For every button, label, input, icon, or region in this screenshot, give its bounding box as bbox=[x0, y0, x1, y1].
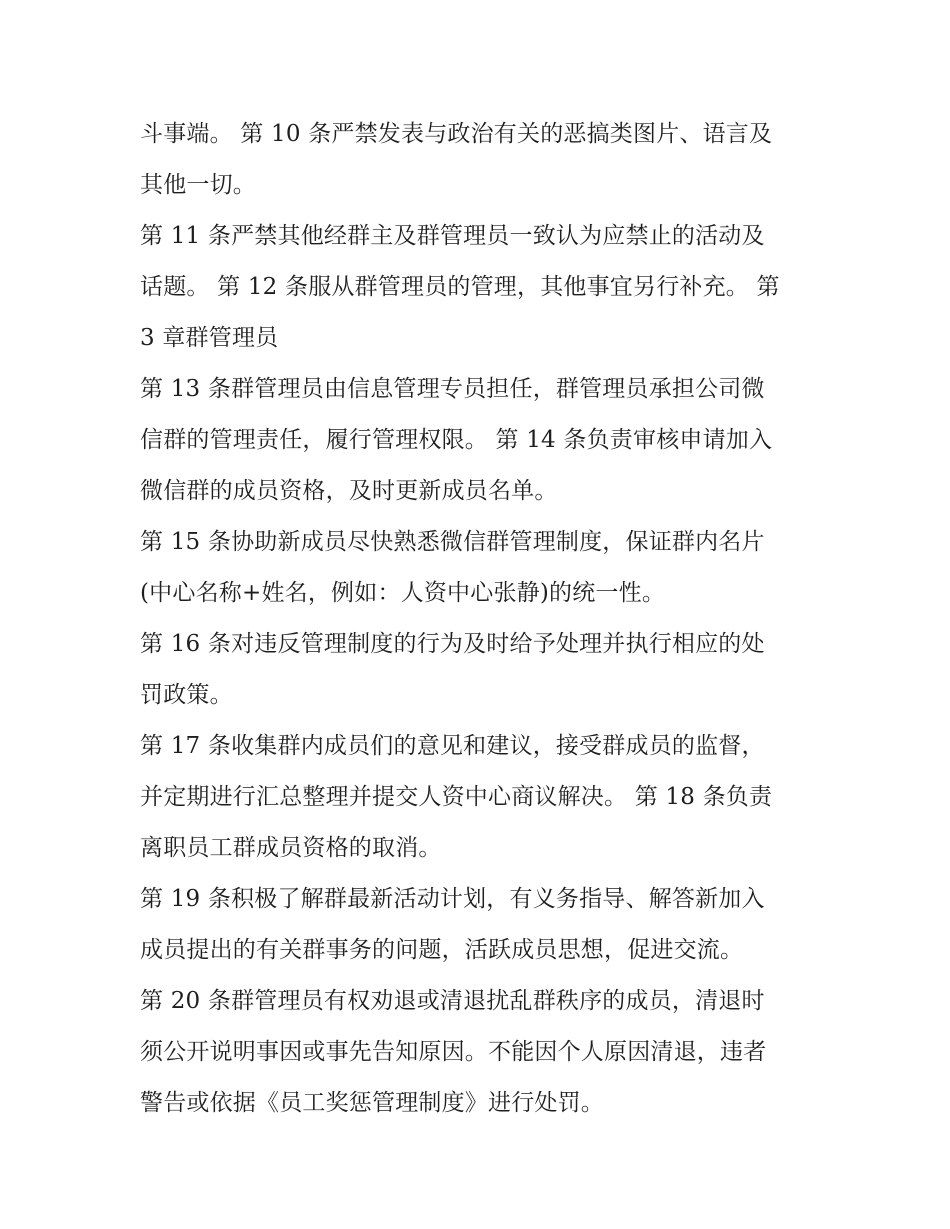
text-line: 话题。 第 12 条服从群管理员的管理，其他事宜另行补充。 第 bbox=[140, 274, 780, 300]
document-body bbox=[140, 109, 820, 1129]
text-line: 第 19 条积极了解群最新活动计划，有义务指导、解答新加入 bbox=[140, 886, 765, 912]
text-line: 第 20 条群管理员有权劝退或清退扰乱群秩序的成员，清退时 bbox=[140, 988, 765, 1014]
text-line: 并定期进行汇总整理并提交人资中心商议解决。 第 18 条负责 bbox=[140, 784, 773, 810]
chapter-heading: 3 章群管理员 bbox=[140, 325, 279, 351]
text-line: 第 15 条协助新成员尽快熟悉微信群管理制度，保证群内名片 bbox=[140, 529, 765, 555]
text-line: 微信群的成员资格，及时更新成员名单。 bbox=[140, 478, 558, 504]
text-line: 斗事端。 第 10 条严禁发表与政治有关的恶搞类图片、语言及 bbox=[140, 121, 773, 147]
text-line: 第 16 条对违反管理制度的行为及时给予处理并执行相应的处 bbox=[140, 631, 765, 657]
text-line: (中心名称+姓名，例如：人资中心张静)的统一性。 bbox=[140, 580, 666, 606]
text-line: 须公开说明事因或事先告知原因。不能因个人原因清退，违者 bbox=[140, 1039, 767, 1065]
text-line: 警告或依据《员工奖惩管理制度》进行处罚。 bbox=[140, 1090, 604, 1116]
text-line: 第 11 条严禁其他经群主及群管理员一致认为应禁止的活动及 bbox=[140, 223, 765, 249]
text-line: 离职员工群成员资格的取消。 bbox=[140, 835, 442, 861]
text-line: 罚政策。 bbox=[140, 682, 233, 708]
text-line: 成员提出的有关群事务的问题，活跃成员思想，促进交流。 bbox=[140, 937, 744, 963]
text-line: 第 17 条收集群内成员们的意见和建议，接受群成员的监督， bbox=[140, 733, 765, 759]
text-line: 第 13 条群管理员由信息管理专员担任，群管理员承担公司微 bbox=[140, 376, 765, 402]
text-line: 其他一切。 bbox=[140, 172, 256, 198]
text-line: 信群的管理责任，履行管理权限。 第 14 条负责审核申请加入 bbox=[140, 427, 773, 453]
